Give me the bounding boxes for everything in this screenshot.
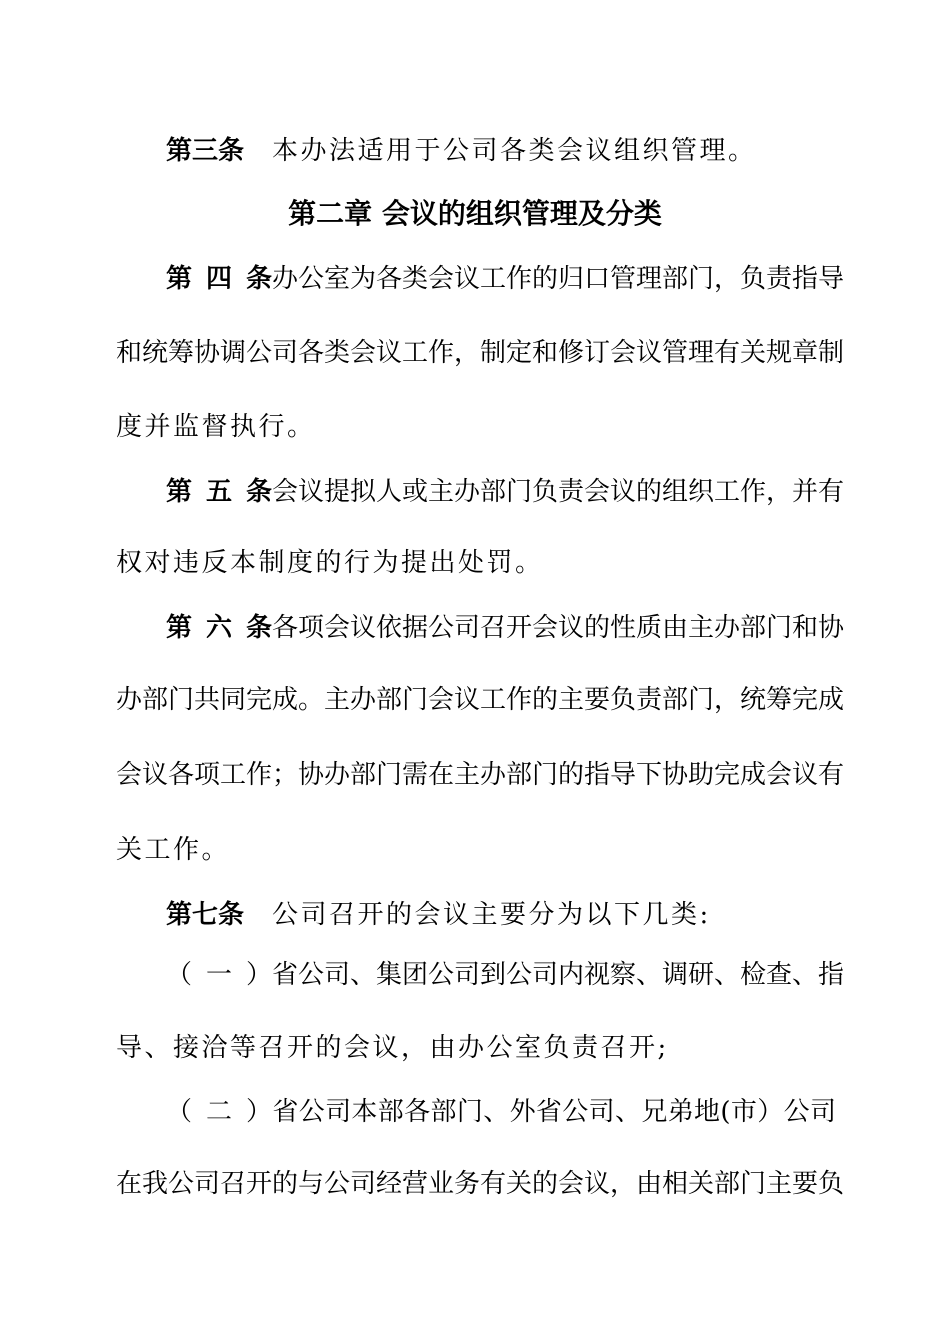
article-number: 第三条 [166,136,245,166]
article-number: 第五条 [166,477,272,507]
item-2-line-2: 在我公司召开的与公司经营业务有关的会议，由相关部门主要负 [116,1169,845,1199]
article-4-line-1 [166,262,845,296]
article-text: 各项会议依据公司召开会议的性质由主办部门和协 [272,613,845,643]
item-text: 省公司本部各部门、外省公司、兄弟地(市）公司 [272,1097,836,1127]
article-6-line-2: 办部门共同完成。主办部门会议工作的主要负责部门，统筹完成 [116,685,845,715]
article-6-line-1 [166,611,845,645]
article-text: 公司召开的会议主要分为以下几类: [272,900,711,930]
article-text: 本办法适用于公司各类会议组织管理。 [272,136,757,166]
article-3 [166,134,836,168]
item-1-line-1 [166,958,845,992]
item-label: （二） [166,1097,272,1127]
chapter-heading: 第二章 会议的组织管理及分类 [288,197,662,230]
item-text: 省公司、集团公司到公司内视察、调研、检查、指 [272,960,845,990]
item-1-line-2: 导、接洽等召开的会议，由办公室负责召开; [116,1033,669,1063]
article-4-line-2: 和统筹协调公司各类会议工作，制定和修订会议管理有关规章制 [116,338,845,368]
item-2-line-1 [166,1095,836,1129]
article-number: 第六条 [166,613,272,643]
article-number: 第七条 [166,900,245,930]
article-text: 办公室为各类会议工作的归口管理部门，负责指导 [272,264,845,294]
article-6-line-4: 关工作。 [116,835,231,865]
article-4-line-3: 度并监督执行。 [116,412,316,442]
article-5-line-2: 权对违反本制度的行为提出处罚。 [116,548,544,578]
article-7 [166,898,836,932]
article-text: 会议提拟人或主办部门负责会议的组织工作，并有 [272,477,845,507]
article-6-line-3: 会议各项工作；协办部门需在主办部门的指导下协助完成会议有 [116,760,845,790]
item-label: （一） [166,960,272,990]
article-5-line-1 [166,475,845,509]
article-number: 第四条 [166,264,272,294]
